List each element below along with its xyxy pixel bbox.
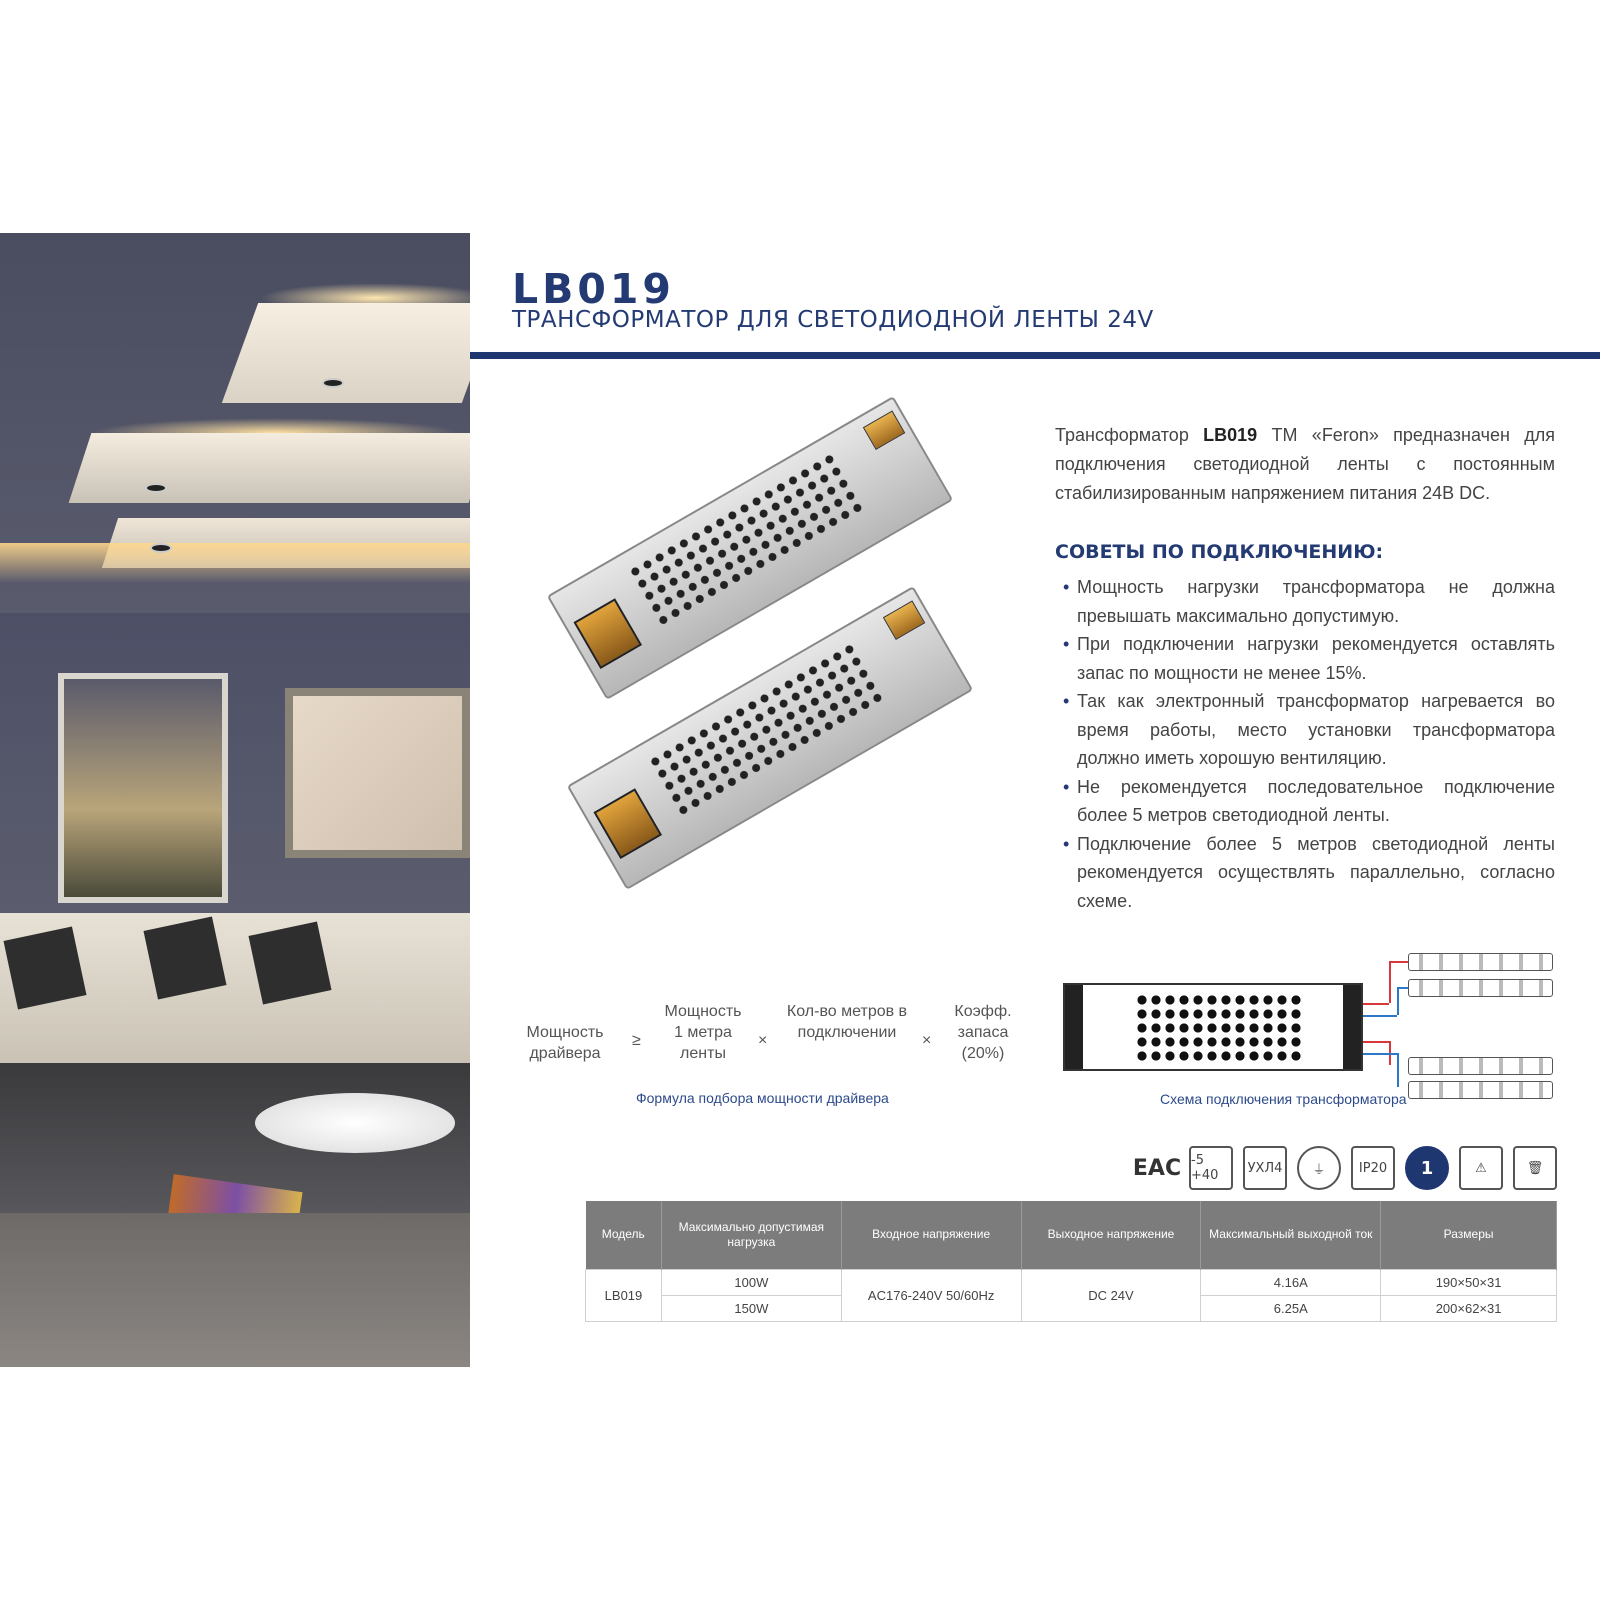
- certification-marks: [1132, 1146, 1557, 1190]
- formula-operator: ≥: [632, 1032, 641, 1049]
- model-title: LB019: [512, 265, 675, 313]
- diagram-power-supply: [1063, 983, 1363, 1071]
- led-strip: [1408, 979, 1553, 997]
- load-cell: 100W: [661, 1269, 841, 1295]
- warning-icon: ⚠: [1459, 1146, 1503, 1190]
- power-formula: [520, 998, 1030, 1098]
- led-strip: [1408, 1081, 1553, 1099]
- product-subtitle: ТРАНСФОРМАТОР ДЛЯ СВЕТОДИОДНОЙ ЛЕНТЫ 24V: [512, 307, 1154, 333]
- wire-negative: [1397, 987, 1408, 989]
- protection-class-icon: 1: [1405, 1146, 1449, 1190]
- wire-negative: [1397, 987, 1399, 1015]
- spotlight: [322, 378, 344, 388]
- ventilation-mesh: [646, 639, 889, 820]
- led-strip: [1408, 953, 1553, 971]
- floor: [0, 1213, 470, 1367]
- ceiling-tier: [69, 433, 470, 503]
- scheme-caption: Схема подключения трансформатора: [1160, 1091, 1407, 1107]
- header-divider: [470, 352, 1600, 359]
- table-header: Модель: [586, 1201, 662, 1269]
- table-row: [586, 1269, 1557, 1295]
- formula-term: Коэфф. запаса (20%): [954, 1003, 1012, 1062]
- pillow: [143, 916, 226, 999]
- diagram-terminal: [1343, 985, 1361, 1069]
- tip-item: • Мощность нагрузки трансформатора не должна превышать максимально допустимую.: [1063, 573, 1555, 630]
- description-prefix: Трансформатор: [1055, 425, 1204, 445]
- table-header-row: [586, 1201, 1557, 1269]
- climate-class-icon: УХЛ4: [1243, 1146, 1287, 1190]
- tip-item: • Так как электронный трансформатор нагревается во время работы, место установки трансформатора должно иметь хорошую вентиляцию.: [1063, 687, 1555, 773]
- ip-rating-icon: IP20: [1351, 1146, 1395, 1190]
- interior-photo: [0, 233, 470, 1367]
- description-model: LB019: [1203, 425, 1258, 445]
- formula-operator: ×: [922, 1032, 932, 1049]
- size-cell: 190×50×31: [1381, 1269, 1557, 1295]
- no-trash-icon: 🗑: [1513, 1146, 1557, 1190]
- decor-dish: [255, 1093, 455, 1153]
- load-cell: 150W: [661, 1295, 841, 1321]
- led-strip: [1408, 1057, 1553, 1075]
- current-cell: 4.16A: [1201, 1269, 1381, 1295]
- spotlight: [150, 543, 172, 553]
- table-header: Максимально допустимая нагрузка: [661, 1201, 841, 1269]
- formula-term: Мощность драйвера: [526, 1024, 604, 1062]
- ventilation-mesh: [626, 449, 869, 630]
- table-header: Размеры: [1381, 1201, 1557, 1269]
- terminal-block: [573, 598, 642, 669]
- wire-negative: [1363, 1053, 1397, 1055]
- wire-positive: [1363, 1003, 1389, 1005]
- diagram-mesh: [1135, 993, 1305, 1063]
- input-voltage-cell: AC176-240V 50/60Hz: [841, 1269, 1021, 1321]
- wire-positive: [1363, 1041, 1389, 1043]
- current-cell: 6.25A: [1201, 1295, 1381, 1321]
- terminal-block: [883, 600, 925, 640]
- formula-term: Мощность 1 метра ленты: [664, 1003, 742, 1062]
- description-suffix: ТМ «Feron» предназначен для подключения светодиодной ленты с постоянным стабилизированным напряжением питания 24В DC.: [1055, 425, 1555, 503]
- temperature-range-icon: -5 +40: [1189, 1146, 1233, 1190]
- tips-title: СОВЕТЫ ПО ПОДКЛЮЧЕНИЮ:: [1055, 541, 1384, 563]
- spec-table: [585, 1201, 1557, 1322]
- tip-item: • При подключении нагрузки рекомендуется оставлять запас по мощности не менее 15%.: [1063, 630, 1555, 687]
- output-voltage-cell: DC 24V: [1021, 1269, 1201, 1321]
- ground-icon: ⏚: [1297, 1146, 1341, 1190]
- wire-positive: [1389, 961, 1391, 1003]
- model-cell: LB019: [586, 1269, 662, 1321]
- wiring-diagram: [1063, 953, 1553, 1093]
- wire-negative: [1397, 1053, 1399, 1087]
- ceiling-tier: [222, 303, 470, 403]
- pillow: [3, 926, 86, 1009]
- product-image: [550, 428, 980, 898]
- table-header: Максимальный выходной ток: [1201, 1201, 1381, 1269]
- doorway: [58, 673, 228, 903]
- tips-list: [1063, 573, 1555, 915]
- tip-item: • Не рекомендуется последовательное подключение более 5 метров светодиодной ленты.: [1063, 773, 1555, 830]
- wall-painting: [285, 688, 470, 858]
- ceiling-glow: [0, 543, 470, 583]
- formula-caption: Формула подбора мощности драйвера: [636, 1090, 889, 1106]
- formula-term: Кол-во метров в подключении: [786, 1003, 908, 1041]
- product-description: [1055, 421, 1555, 508]
- spotlight: [145, 483, 167, 493]
- table-header: Выходное напряжение: [1021, 1201, 1201, 1269]
- terminal-block: [593, 788, 662, 859]
- eac-icon: EAC: [1135, 1146, 1179, 1190]
- diagram-terminal: [1065, 985, 1083, 1069]
- formula-operator: ×: [758, 1032, 768, 1049]
- table-header: Входное напряжение: [841, 1201, 1021, 1269]
- size-cell: 200×62×31: [1381, 1295, 1557, 1321]
- product-sheet: [0, 233, 1600, 1367]
- wire-negative: [1363, 1015, 1397, 1017]
- wire-positive: [1389, 961, 1408, 963]
- pillow: [248, 921, 331, 1004]
- tip-item: • Подключение более 5 метров светодиодной ленты рекомендуется осуществлять параллельно, согласно схеме.: [1063, 830, 1555, 916]
- terminal-block: [863, 410, 905, 450]
